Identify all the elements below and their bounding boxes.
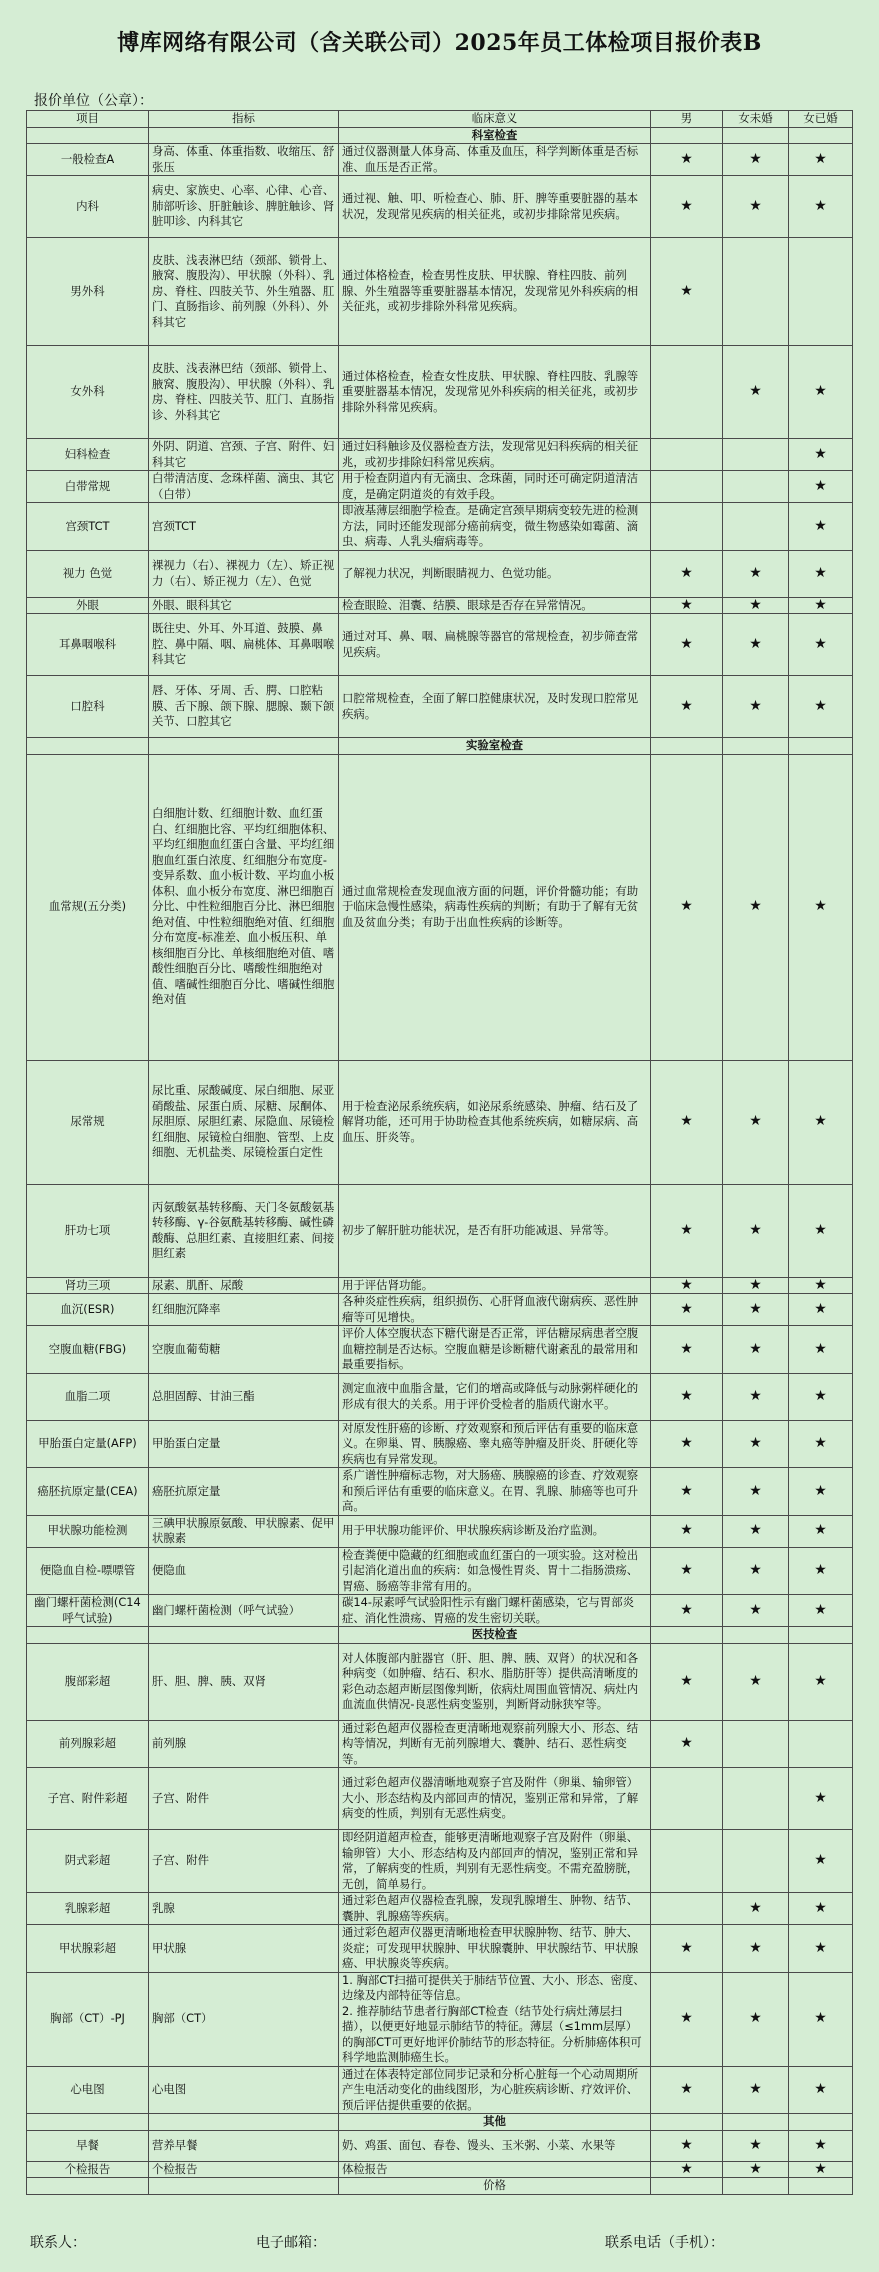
table-row: [27, 238, 853, 346]
male-mark: ★: [651, 1294, 723, 1326]
header-indicator: 指标: [149, 111, 339, 128]
item-clinical-meaning: 对人体腹部内脏器官（肝、胆、脾、胰、双肾）的状况和各种病变（如肿瘤、结石、积水、脂肪肝等）提供高清晰度的彩色动态超声断层图像判断，依病灶周围血管情况、病灶内血流血供情况-良恶性病变鉴别，判断肾动脉狭窄等。: [339, 1643, 651, 1720]
table-row: [27, 1468, 853, 1516]
item-clinical-meaning: 奶、鸡蛋、面包、春卷、馒头、玉米粥、小菜、水果等: [339, 2130, 651, 2161]
female-unmarried-mark: ★: [723, 676, 789, 738]
female-married-mark: ★: [789, 676, 853, 738]
table-row: [27, 2066, 853, 2114]
item-indicators: 子宫、附件: [149, 1830, 339, 1893]
header-item: 项目: [27, 111, 149, 128]
item-name: 视力 色觉: [27, 550, 149, 597]
item-indicators: 皮肤、浅表淋巴结（颈部、锁骨上、腋窝、腹股沟）、甲状腺（外科）、乳房、脊柱、四肢关节、外生殖器、肛门、直肠指诊、前列腺（外科）、外科其它: [149, 238, 339, 346]
male-mark: ★: [651, 1547, 723, 1595]
table-row: [27, 503, 853, 551]
item-name: 血脂二项: [27, 1373, 149, 1420]
item-name: 前列腺彩超: [27, 1720, 149, 1768]
section-empty-cell: [27, 1627, 149, 1644]
item-indicators: 白细胞计数、红细胞计数、血红蛋白、红细胞比容、平均红细胞体积、平均红细胞血红蛋白含量、平均红细胞血红蛋白浓度、红细胞分布宽度-变异系数、血小板计数、平均血小板体积、血小板分布宽度、淋巴细胞百分比、中性粒细胞百分比、淋巴细胞绝对值、中性粒细胞绝对值、红细胞分布宽度-标准差、血小板压积、单核细胞百分比、单核细胞绝对值、嗜酸性细胞百分比、嗜酸性细胞绝对值、嗜碱性细胞百分比、嗜碱性细胞绝对值: [149, 754, 339, 1060]
section-empty-cell: [149, 2114, 339, 2131]
item-clinical-meaning: 用于甲状腺功能评价、甲状腺疾病诊断及治疗监测。: [339, 1515, 651, 1547]
male-mark: ★: [651, 614, 723, 676]
female-married-mark: [789, 238, 853, 346]
item-name: 内科: [27, 176, 149, 238]
item-indicators: 病史、家族史、心率、心律、心音、肺部听诊、肝脏触诊、脾脏触诊、肾脏叩诊、内科其它: [149, 176, 339, 238]
section-header-row: [27, 2114, 853, 2131]
section-empty-cell: [149, 1627, 339, 1644]
item-indicators: 前列腺: [149, 1720, 339, 1768]
table-row: [27, 439, 853, 471]
price-row: [27, 2178, 853, 2195]
section-empty-cell: [651, 738, 723, 755]
item-name: 幽门螺杆菌检测(C14呼气试验): [27, 1595, 149, 1627]
table-row: [27, 1547, 853, 1595]
price-empty-cell: [27, 2178, 149, 2195]
item-clinical-meaning: 通过体格检查，检查女性皮肤、甲状腺、脊柱四肢、乳腺等重要脏器基本情况，发现常见外科疾病的相关征兆，或初步排除外科常见疾病。: [339, 346, 651, 439]
male-mark: ★: [651, 1468, 723, 1516]
item-indicators: 营养早餐: [149, 2130, 339, 2161]
male-mark: ★: [651, 1420, 723, 1468]
table-row: [27, 346, 853, 439]
item-name: 血沉(ESR): [27, 1294, 149, 1326]
female-unmarried-mark: ★: [723, 1468, 789, 1516]
item-clinical-meaning: 通过彩色超声仪器更清晰地检查甲状腺肿物、结节、肿大、炎症；可发现甲状腺肿、甲状腺囊肿、甲状腺结节、甲状腺癌、甲状腺炎等疾病。: [339, 1925, 651, 1973]
female-married-mark: [789, 1720, 853, 1768]
female-unmarried-mark: ★: [723, 754, 789, 1060]
female-married-mark: ★: [789, 471, 853, 503]
female-married-mark: ★: [789, 1595, 853, 1627]
item-name: 个检报告: [27, 2161, 149, 2178]
male-mark: ★: [651, 144, 723, 176]
section-header-row: [27, 127, 853, 144]
male-mark: ★: [651, 1277, 723, 1294]
male-mark: ★: [651, 1373, 723, 1420]
table-row: [27, 614, 853, 676]
quote-unit-label: 报价单位（公章）：: [34, 93, 153, 109]
item-name: 空腹血糖(FBG): [27, 1326, 149, 1374]
male-mark: ★: [651, 176, 723, 238]
item-clinical-meaning: 用于检查阴道内有无滴虫、念珠菌，同时还可确定阴道清洁度，是确定阴道炎的有效手段。: [339, 471, 651, 503]
female-unmarried-mark: ★: [723, 1326, 789, 1374]
footer-contact: 联系人：: [30, 2235, 86, 2251]
item-indicators: 白带清洁度、念珠样菌、滴虫、其它（白带）: [149, 471, 339, 503]
item-clinical-meaning: 通过对耳、鼻、咽、扁桃腺等器官的常规检查，初步筛查常见疾病。: [339, 614, 651, 676]
female-unmarried-mark: [723, 1830, 789, 1893]
footer-phone: 联系电话（手机）：: [605, 2235, 724, 2251]
item-clinical-meaning: 通过视、触、叩、听检查心、肺、肝、脾等重要脏器的基本状况，发现常见疾病的相关征兆，或初步排除常见疾病。: [339, 176, 651, 238]
female-unmarried-mark: ★: [723, 1595, 789, 1627]
item-indicators: 既往史、外耳、外耳道、鼓膜、鼻腔、鼻中隔、咽、扁桃体、耳鼻咽喉科其它: [149, 614, 339, 676]
item-indicators: 外眼、眼科其它: [149, 597, 339, 614]
male-mark: ★: [651, 1060, 723, 1184]
item-name: 阴式彩超: [27, 1830, 149, 1893]
table-row: [27, 597, 853, 614]
male-mark: ★: [651, 1515, 723, 1547]
item-indicators: 乳腺: [149, 1893, 339, 1925]
page-title: 博库网络有限公司（含关联公司）2025年员工体检项目报价表B: [117, 30, 762, 56]
table-row: [27, 1420, 853, 1468]
male-mark: [651, 439, 723, 471]
female-unmarried-mark: ★: [723, 1515, 789, 1547]
male-mark: ★: [651, 754, 723, 1060]
item-clinical-meaning: 用于评估肾功能。: [339, 1277, 651, 1294]
item-name: 尿常规: [27, 1060, 149, 1184]
item-indicators: 肝、胆、脾、胰、双肾: [149, 1643, 339, 1720]
item-clinical-meaning: 用于检查泌尿系统疾病，如泌尿系统感染、肿瘤、结石及了解肾功能，还可用于协助检查其他系统疾病，如糖尿病、高血压、肝炎等。: [339, 1060, 651, 1184]
male-mark: [651, 1830, 723, 1893]
female-married-mark: ★: [789, 1893, 853, 1925]
item-indicators: 便隐血: [149, 1547, 339, 1595]
item-name: 甲状腺彩超: [27, 1925, 149, 1973]
male-mark: ★: [651, 1925, 723, 1973]
item-clinical-meaning: 测定血液中血脂含量，它们的增高或降低与动脉粥样硬化的形成有很大的关系。用于评价受检者的脂质代谢水平。: [339, 1373, 651, 1420]
item-indicators: 身高、体重、体重指数、收缩压、舒张压: [149, 144, 339, 176]
item-indicators: 三碘甲状腺原氨酸、甲状腺素、促甲状腺素: [149, 1515, 339, 1547]
item-name: 男外科: [27, 238, 149, 346]
female-married-mark: ★: [789, 1515, 853, 1547]
item-clinical-meaning: 通过血常规检查发现血液方面的问题，评价骨髓功能；有助于临床急慢性感染，病毒性疾病的判断；有助于了解有无贫血及贫血分类；有助于出血性疾病的诊断等。: [339, 754, 651, 1060]
item-name: 血常规(五分类): [27, 754, 149, 1060]
item-clinical-meaning: 通过彩色超声仪器清晰地观察子宫及附件（卵巢、输卵管）大小、形态结构及内部回声的情况，鉴别正常和异常，了解病变的性质，判别有无恶性病变。: [339, 1768, 651, 1830]
section-empty-cell: [651, 1627, 723, 1644]
header-meaning: 临床意义: [339, 111, 651, 128]
female-married-mark: ★: [789, 754, 853, 1060]
female-unmarried-mark: ★: [723, 1277, 789, 1294]
male-mark: [651, 1768, 723, 1830]
item-clinical-meaning: 通过妇科触诊及仪器检查方法，发现常见妇科疾病的相关征兆，或初步排除妇科常见疾病。: [339, 439, 651, 471]
female-married-mark: ★: [789, 346, 853, 439]
female-married-mark: ★: [789, 1326, 853, 1374]
item-clinical-meaning: 即液基薄层细胞学检查。是确定宫颈早期病变较先进的检测方法，同时还能发现部分癌前病变，微生物感染如霉菌、滴虫、病毒、人乳头瘤病毒等。: [339, 503, 651, 551]
table-row: [27, 1643, 853, 1720]
male-mark: ★: [651, 550, 723, 597]
item-indicators: 红细胞沉降率: [149, 1294, 339, 1326]
item-clinical-meaning: 了解视力状况，判断眼睛视力、色觉功能。: [339, 550, 651, 597]
section-empty-cell: [149, 738, 339, 755]
female-married-mark: ★: [789, 1373, 853, 1420]
item-indicators: 皮肤、浅表淋巴结（颈部、锁骨上、腋窝、腹股沟）、甲状腺（外科）、乳房、脊柱、四肢关节、肛门、直肠指诊、外科其它: [149, 346, 339, 439]
section-empty-cell: [27, 738, 149, 755]
table-row: [27, 1893, 853, 1925]
item-clinical-meaning: 通过仪器测量人体身高、体重及血压，科学判断体重是否标准、血压是否正常。: [339, 144, 651, 176]
female-unmarried-mark: ★: [723, 597, 789, 614]
female-unmarried-mark: ★: [723, 176, 789, 238]
male-mark: ★: [651, 1595, 723, 1627]
item-clinical-meaning: 通过彩色超声仪器检查更清晰地观察前列腺大小、形态、结构等情况，判断有无前列腺增大、囊肿、结石、恶性病变等。: [339, 1720, 651, 1768]
table-header-row: [27, 111, 853, 128]
item-name: 便隐血自检-嘌嘌管: [27, 1547, 149, 1595]
item-indicators: 甲状腺: [149, 1925, 339, 1973]
female-married-mark: ★: [789, 144, 853, 176]
female-married-mark: ★: [789, 597, 853, 614]
footer-email: 电子邮箱：: [256, 2235, 326, 2251]
female-unmarried-mark: ★: [723, 1643, 789, 1720]
section-empty-cell: [651, 127, 723, 144]
table-row: [27, 471, 853, 503]
table-row: [27, 1972, 853, 2066]
table-body: [27, 127, 853, 2194]
female-unmarried-mark: ★: [723, 2130, 789, 2161]
item-indicators: 裸视力（右）、裸视力（左）、矫正视力（右）、矫正视力（左）、色觉: [149, 550, 339, 597]
male-mark: [651, 1893, 723, 1925]
female-unmarried-mark: ★: [723, 1373, 789, 1420]
female-married-mark: ★: [789, 1294, 853, 1326]
female-unmarried-mark: ★: [723, 1060, 789, 1184]
section-empty-cell: [789, 738, 853, 755]
table-row: [27, 1768, 853, 1830]
table-row: [27, 550, 853, 597]
table-row: [27, 1294, 853, 1326]
female-unmarried-mark: [723, 238, 789, 346]
female-unmarried-mark: [723, 503, 789, 551]
female-married-mark: ★: [789, 1925, 853, 1973]
item-indicators: 胸部（CT）: [149, 1972, 339, 2066]
section-empty-cell: [651, 2114, 723, 2131]
female-unmarried-mark: [723, 1768, 789, 1830]
item-indicators: 癌胚抗原定量: [149, 1468, 339, 1516]
section-empty-cell: [723, 1627, 789, 1644]
female-unmarried-mark: ★: [723, 1294, 789, 1326]
item-clinical-meaning: 口腔常规检查，全面了解口腔健康状况，及时发现口腔常见疾病。: [339, 676, 651, 738]
item-clinical-meaning: 通过在体表特定部位同步记录和分析心脏每一个心动周期所产生电活动变化的曲线图形，为心脏疾病诊断、疗效评价、预后评估提供重要的依据。: [339, 2066, 651, 2114]
item-indicators: 宫颈TCT: [149, 503, 339, 551]
item-name: 肝功七项: [27, 1184, 149, 1277]
female-unmarried-mark: [723, 439, 789, 471]
section-empty-cell: [149, 127, 339, 144]
section-title: 医技检查: [339, 1627, 651, 1644]
female-married-mark: ★: [789, 2066, 853, 2114]
male-mark: [651, 471, 723, 503]
table-row: [27, 2161, 853, 2178]
female-unmarried-mark: ★: [723, 2161, 789, 2178]
female-married-mark: ★: [789, 1468, 853, 1516]
female-married-mark: ★: [789, 2130, 853, 2161]
male-mark: ★: [651, 1184, 723, 1277]
male-mark: ★: [651, 2066, 723, 2114]
price-label: 价格: [339, 2178, 651, 2195]
section-title: 实验室检查: [339, 738, 651, 755]
section-header-row: [27, 738, 853, 755]
item-clinical-meaning: 评价人体空腹状态下糖代谢是否正常，评估糖尿病患者空腹血糖控制是否达标。空腹血糖是诊断糖代谢紊乱的最常用和最重要指标。: [339, 1326, 651, 1374]
item-clinical-meaning: 对原发性肝癌的诊断、疗效观察和预后评估有重要的临床意义。在卵巢、胃、胰腺癌、睾丸癌等肿瘤及肝炎、肝硬化等疾病也有异常发现。: [339, 1420, 651, 1468]
item-name: 胸部（CT）-PJ: [27, 1972, 149, 2066]
table-row: [27, 1184, 853, 1277]
table-row: [27, 1326, 853, 1374]
item-clinical-meaning: 初步了解肝脏功能状况，是否有肝功能减退、异常等。: [339, 1184, 651, 1277]
female-married-mark: ★: [789, 1420, 853, 1468]
female-unmarried-mark: [723, 1720, 789, 1768]
item-name: 早餐: [27, 2130, 149, 2161]
item-name: 腹部彩超: [27, 1643, 149, 1720]
male-mark: ★: [651, 676, 723, 738]
section-header-row: [27, 1627, 853, 1644]
item-indicators: 子宫、附件: [149, 1768, 339, 1830]
item-name: 口腔科: [27, 676, 149, 738]
female-unmarried-mark: [723, 471, 789, 503]
section-empty-cell: [789, 127, 853, 144]
item-name: 甲状腺功能检测: [27, 1515, 149, 1547]
item-clinical-meaning: 1. 胸部CT扫描可提供关于肺结节位置、大小、形态、密度、边缘及内部特征等信息。 2. 推荐肺结节患者行胸部CT检查（结节处行病灶薄层扫描），以便更好地显示肺结节的特征。薄层（≤1mm层厚）的胸部CT可更好地评价肺结节的形态特征。分析肺癌体积可科学地监测肺癌生长。: [339, 1972, 651, 2066]
item-clinical-meaning: 即经阴道超声检查，能够更清晰地观察子宫及附件（卵巢、输卵管）大小、形态结构及内部回声的情况，鉴别正常和异常，了解病变的性质，判别有无恶性病变。不需充盈膀胱，无创，简单易行。: [339, 1830, 651, 1893]
item-name: 癌胚抗原定量(CEA): [27, 1468, 149, 1516]
male-mark: ★: [651, 1643, 723, 1720]
item-name: 甲胎蛋白定量(AFP): [27, 1420, 149, 1468]
male-mark: ★: [651, 2130, 723, 2161]
female-married-mark: ★: [789, 503, 853, 551]
table-row: [27, 1373, 853, 1420]
table-row: [27, 1925, 853, 1973]
item-name: 白带常规: [27, 471, 149, 503]
item-indicators: 唇、牙体、牙周、舌、腭、口腔粘膜、舌下腺、颌下腺、腮腺、颞下颌关节、口腔其它: [149, 676, 339, 738]
male-mark: ★: [651, 1326, 723, 1374]
item-name: 心电图: [27, 2066, 149, 2114]
item-clinical-meaning: 碳14-尿素呼气试验阳性示有幽门螺杆菌感染，它与胃部炎症、消化性溃疡、胃癌的发生密切关联。: [339, 1595, 651, 1627]
female-unmarried-mark: ★: [723, 1547, 789, 1595]
female-unmarried-mark: ★: [723, 144, 789, 176]
item-indicators: 外阴、阴道、宫颈、子宫、附件、妇科其它: [149, 439, 339, 471]
item-indicators: 尿素、肌酐、尿酸: [149, 1277, 339, 1294]
item-name: 宫颈TCT: [27, 503, 149, 551]
table-row: [27, 144, 853, 176]
male-mark: ★: [651, 1972, 723, 2066]
item-clinical-meaning: 体检报告: [339, 2161, 651, 2178]
item-clinical-meaning: 检查粪便中隐藏的红细胞或血红蛋白的一项实验。这对检出引起消化道出血的疾病：如急慢性胃炎、胃十二指肠溃疡、胃癌、肠癌等非常有用的。: [339, 1547, 651, 1595]
section-empty-cell: [789, 2114, 853, 2131]
male-mark: ★: [651, 238, 723, 346]
header-female-unmarried: 女未婚: [723, 111, 789, 128]
price-value-cell: [651, 2178, 723, 2195]
item-name: 外眼: [27, 597, 149, 614]
checkup-price-table: [26, 110, 853, 2195]
table-row: [27, 2130, 853, 2161]
item-indicators: 空腹血葡萄糖: [149, 1326, 339, 1374]
item-name: 一般检查A: [27, 144, 149, 176]
table-row: [27, 676, 853, 738]
section-title: 其他: [339, 2114, 651, 2131]
male-mark: ★: [651, 2161, 723, 2178]
item-indicators: 幽门螺杆菌检测（呼气试验）: [149, 1595, 339, 1627]
female-married-mark: ★: [789, 1643, 853, 1720]
section-empty-cell: [723, 2114, 789, 2131]
male-mark: [651, 503, 723, 551]
female-unmarried-mark: ★: [723, 346, 789, 439]
price-empty-cell: [149, 2178, 339, 2195]
item-indicators: 总胆固醇、甘油三酯: [149, 1373, 339, 1420]
item-indicators: 尿比重、尿酸碱度、尿白细胞、尿亚硝酸盐、尿蛋白质、尿糖、尿酮体、尿胆原、尿胆红素、尿隐血、尿镜检红细胞、尿镜检白细胞、管型、上皮细胞、无机盐类、尿镜检蛋白定性: [149, 1060, 339, 1184]
item-name: 肾功三项: [27, 1277, 149, 1294]
female-married-mark: ★: [789, 550, 853, 597]
female-unmarried-mark: ★: [723, 1893, 789, 1925]
female-married-mark: ★: [789, 1768, 853, 1830]
table-row: [27, 1060, 853, 1184]
item-indicators: 丙氨酸氨基转移酶、天门冬氨酸氨基转移酶、γ-谷氨酰基转移酶、碱性磷酸酶、总胆红素、直接胆红素、间接胆红素: [149, 1184, 339, 1277]
table-row: [27, 1515, 853, 1547]
female-unmarried-mark: ★: [723, 550, 789, 597]
section-empty-cell: [27, 127, 149, 144]
section-empty-cell: [723, 127, 789, 144]
table-row: [27, 176, 853, 238]
item-indicators: 甲胎蛋白定量: [149, 1420, 339, 1468]
female-married-mark: ★: [789, 614, 853, 676]
item-indicators: 心电图: [149, 2066, 339, 2114]
item-clinical-meaning: 通过体格检查，检查男性皮肤、甲状腺、脊柱四肢、前列腺、外生殖器等重要脏器基本情况，发现常见外科疾病的相关征兆，或初步排除外科常见疾病。: [339, 238, 651, 346]
male-mark: ★: [651, 1720, 723, 1768]
item-name: 乳腺彩超: [27, 1893, 149, 1925]
price-value-cell: [789, 2178, 853, 2195]
table-row: [27, 754, 853, 1060]
table-row: [27, 1595, 853, 1627]
female-married-mark: ★: [789, 1830, 853, 1893]
section-empty-cell: [789, 1627, 853, 1644]
female-married-mark: ★: [789, 1060, 853, 1184]
female-married-mark: ★: [789, 1184, 853, 1277]
item-name: 妇科检查: [27, 439, 149, 471]
header-male: 男: [651, 111, 723, 128]
female-married-mark: ★: [789, 439, 853, 471]
section-empty-cell: [723, 738, 789, 755]
female-unmarried-mark: ★: [723, 2066, 789, 2114]
female-married-mark: ★: [789, 2161, 853, 2178]
item-name: 女外科: [27, 346, 149, 439]
item-indicators: 个检报告: [149, 2161, 339, 2178]
female-unmarried-mark: ★: [723, 1420, 789, 1468]
table-row: [27, 1830, 853, 1893]
female-married-mark: ★: [789, 1972, 853, 2066]
item-clinical-meaning: 通过彩色超声仪器检查乳腺，发现乳腺增生、肿物、结节、囊肿、乳腺癌等疾病。: [339, 1893, 651, 1925]
female-married-mark: ★: [789, 1277, 853, 1294]
item-clinical-meaning: 各种炎症性疾病，组织损伤、心肝肾血液代谢病疾、恶性肿瘤等可见增快。: [339, 1294, 651, 1326]
male-mark: [651, 346, 723, 439]
item-name: 耳鼻咽喉科: [27, 614, 149, 676]
female-unmarried-mark: ★: [723, 1972, 789, 2066]
section-title: 科室检查: [339, 127, 651, 144]
table-row: [27, 1277, 853, 1294]
female-unmarried-mark: ★: [723, 1184, 789, 1277]
header-female-married: 女已婚: [789, 111, 853, 128]
female-married-mark: ★: [789, 176, 853, 238]
female-unmarried-mark: ★: [723, 1925, 789, 1973]
item-clinical-meaning: 检查眼睑、泪囊、结膜、眼球是否存在异常情况。: [339, 597, 651, 614]
price-value-cell: [723, 2178, 789, 2195]
item-name: 子宫、附件彩超: [27, 1768, 149, 1830]
section-empty-cell: [27, 2114, 149, 2131]
item-clinical-meaning: 系广谱性肿瘤标志物，对大肠癌、胰腺癌的诊查、疗效观察和预后评估有重要的临床意义。在胃、乳腺、肺癌等也可升高。: [339, 1468, 651, 1516]
female-unmarried-mark: ★: [723, 614, 789, 676]
female-married-mark: ★: [789, 1547, 853, 1595]
table-row: [27, 1720, 853, 1768]
male-mark: ★: [651, 597, 723, 614]
